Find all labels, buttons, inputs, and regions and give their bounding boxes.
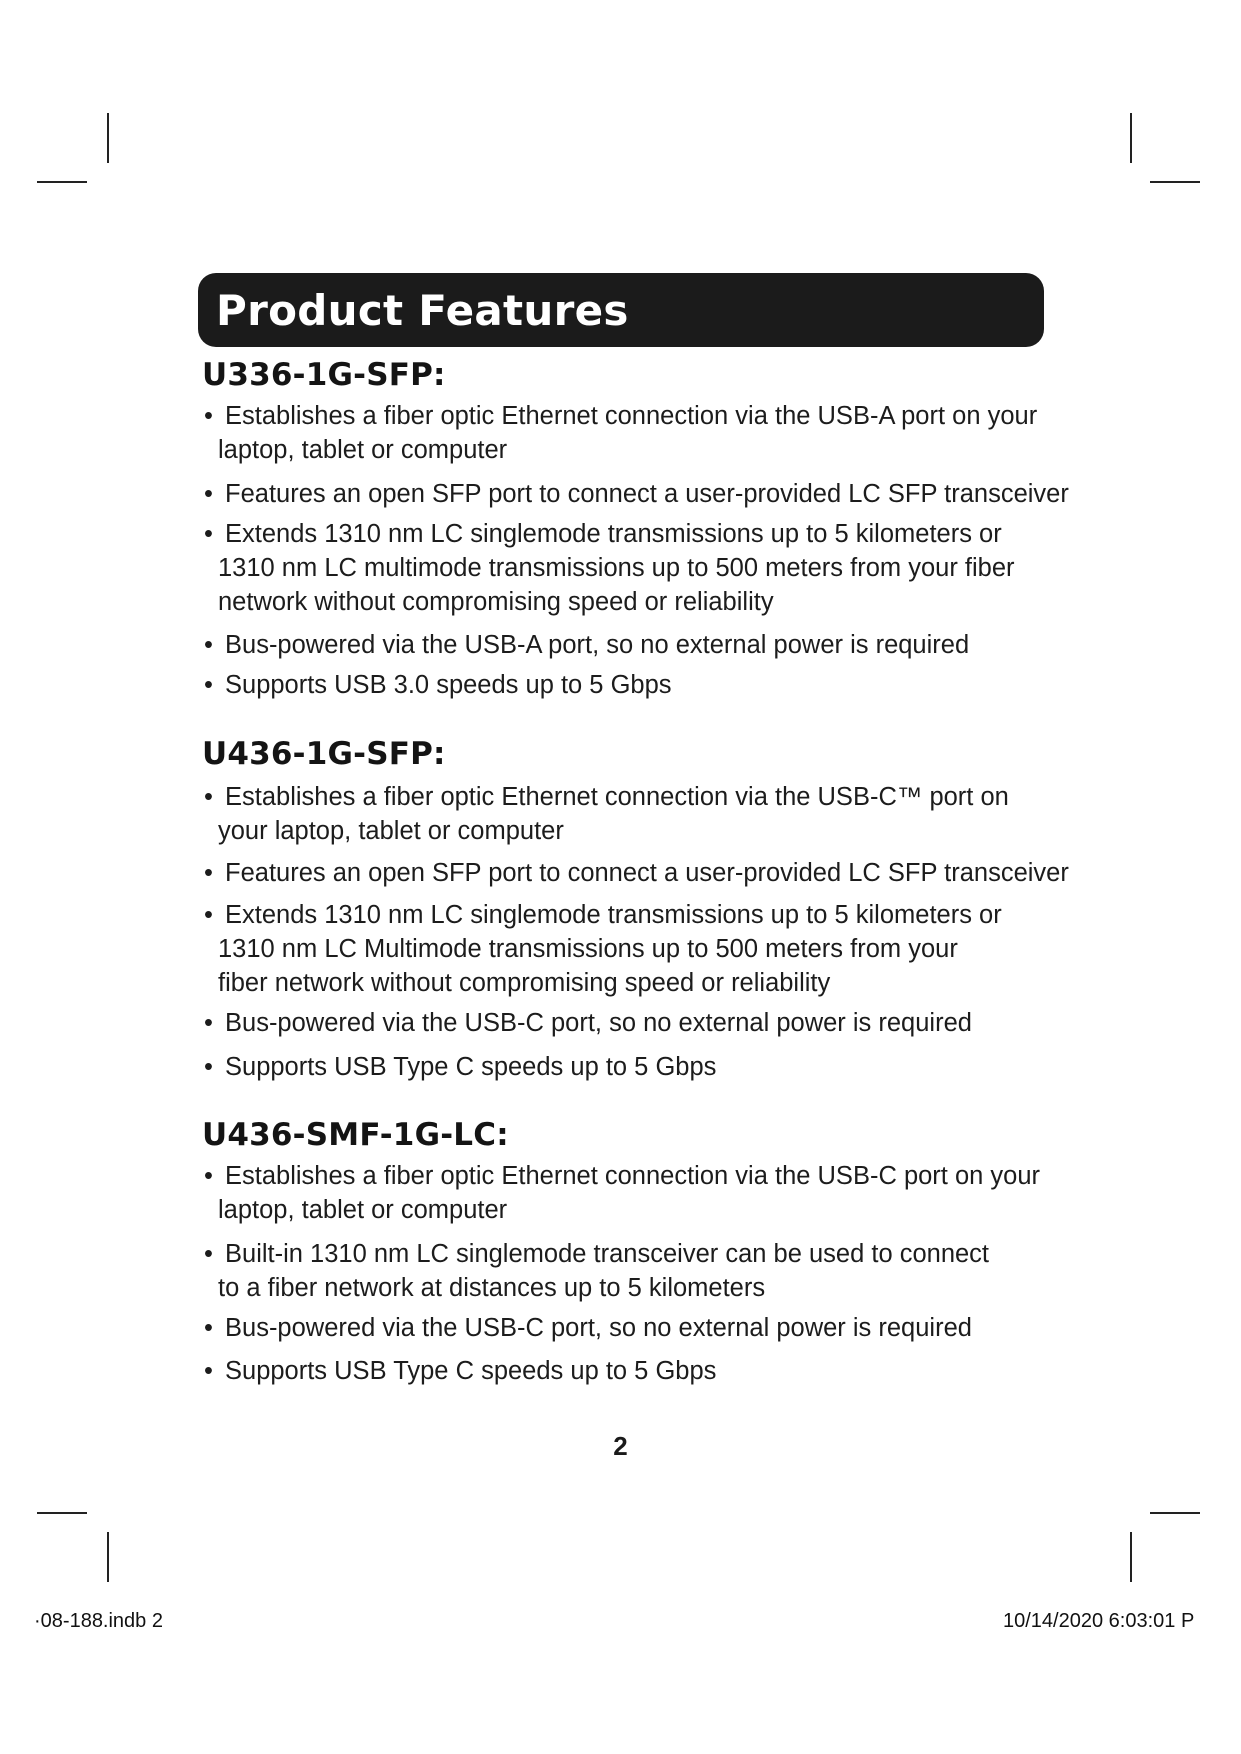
bullet-dot: • xyxy=(204,1314,213,1342)
section-title-u436-smf: U436-SMF-1G-LC: xyxy=(202,1117,509,1153)
page-number: 2 xyxy=(613,1431,628,1461)
crop-mark-bottom-right-horizontal xyxy=(1150,1512,1200,1514)
crop-mark-top-left-vertical xyxy=(107,113,109,163)
bullet-dot: • xyxy=(204,480,213,508)
feature-bullet: • Establishes a fiber optic Ethernet connection via the USB-C port on your laptop, tablet or computer xyxy=(204,1159,1084,1227)
bullet-dot: • xyxy=(204,1009,213,1037)
print-slug-timestamp: 10/14/2020 6:03:01 P xyxy=(1003,1610,1195,1632)
bullet-dot: • xyxy=(204,1240,213,1268)
section-header-bar xyxy=(198,273,1044,347)
bullet-dot: • xyxy=(204,671,213,699)
bullet-dot: • xyxy=(204,1053,213,1081)
bullet-dot: • xyxy=(204,783,213,811)
page-title: Product Features xyxy=(216,285,629,335)
crop-mark-top-left-horizontal xyxy=(37,181,87,183)
feature-bullet: • Extends 1310 nm LC singlemode transmissions up to 5 kilometers or 1310 nm LC multimode transmissions up to 500 meters from your fiber network without compromising speed or reliability xyxy=(204,517,1084,619)
bullet-dot: • xyxy=(204,901,213,929)
crop-mark-top-right-vertical xyxy=(1130,113,1132,163)
feature-bullet: • Supports USB Type C speeds up to 5 Gbps xyxy=(204,1354,1084,1388)
feature-bullet: • Built-in 1310 nm LC singlemode transceiver can be used to connect to a fiber network at distances up to 5 kilometers xyxy=(204,1237,1084,1305)
crop-mark-top-right-horizontal xyxy=(1150,181,1200,183)
crop-mark-bottom-right-vertical xyxy=(1130,1532,1132,1582)
feature-bullet: • Establishes a fiber optic Ethernet connection via the USB-C™ port on your laptop, tablet or computer xyxy=(204,780,1084,848)
section-title-u436: U436-1G-SFP: xyxy=(202,736,446,772)
crop-mark-bottom-left-vertical xyxy=(107,1532,109,1582)
bullet-dot: • xyxy=(204,631,213,659)
feature-bullet: • Establishes a fiber optic Ethernet connection via the USB-A port on your laptop, tablet or computer xyxy=(204,399,1084,467)
section-title-u336: U336-1G-SFP: xyxy=(202,357,446,393)
bullet-dot: • xyxy=(204,859,213,887)
bullet-dot: • xyxy=(204,402,213,430)
print-slug-filename: ·08-188.indb 2 xyxy=(34,1610,163,1632)
bullet-dot: • xyxy=(204,520,213,548)
bullet-dot: • xyxy=(204,1162,213,1190)
crop-mark-bottom-left-horizontal xyxy=(37,1512,87,1514)
feature-bullet: • Bus-powered via the USB-A port, so no external power is required xyxy=(204,628,1084,662)
feature-bullet: • Bus-powered via the USB-C port, so no external power is required xyxy=(204,1311,1084,1345)
bullet-dot: • xyxy=(204,1357,213,1385)
feature-bullet: • Supports USB 3.0 speeds up to 5 Gbps xyxy=(204,668,1084,702)
feature-bullet: • Extends 1310 nm LC singlemode transmissions up to 5 kilometers or 1310 nm LC Multimode transmissions up to 500 meters from your fiber network without compromising speed or reliability xyxy=(204,898,1084,1000)
feature-bullet: • Bus-powered via the USB-C port, so no external power is required xyxy=(204,1006,1084,1040)
feature-bullet: • Supports USB Type C speeds up to 5 Gbps xyxy=(204,1050,1084,1084)
feature-bullet: • Features an open SFP port to connect a user-provided LC SFP transceiver xyxy=(204,856,1084,890)
feature-bullet: • Features an open SFP port to connect a user-provided LC SFP transceiver xyxy=(204,477,1084,511)
